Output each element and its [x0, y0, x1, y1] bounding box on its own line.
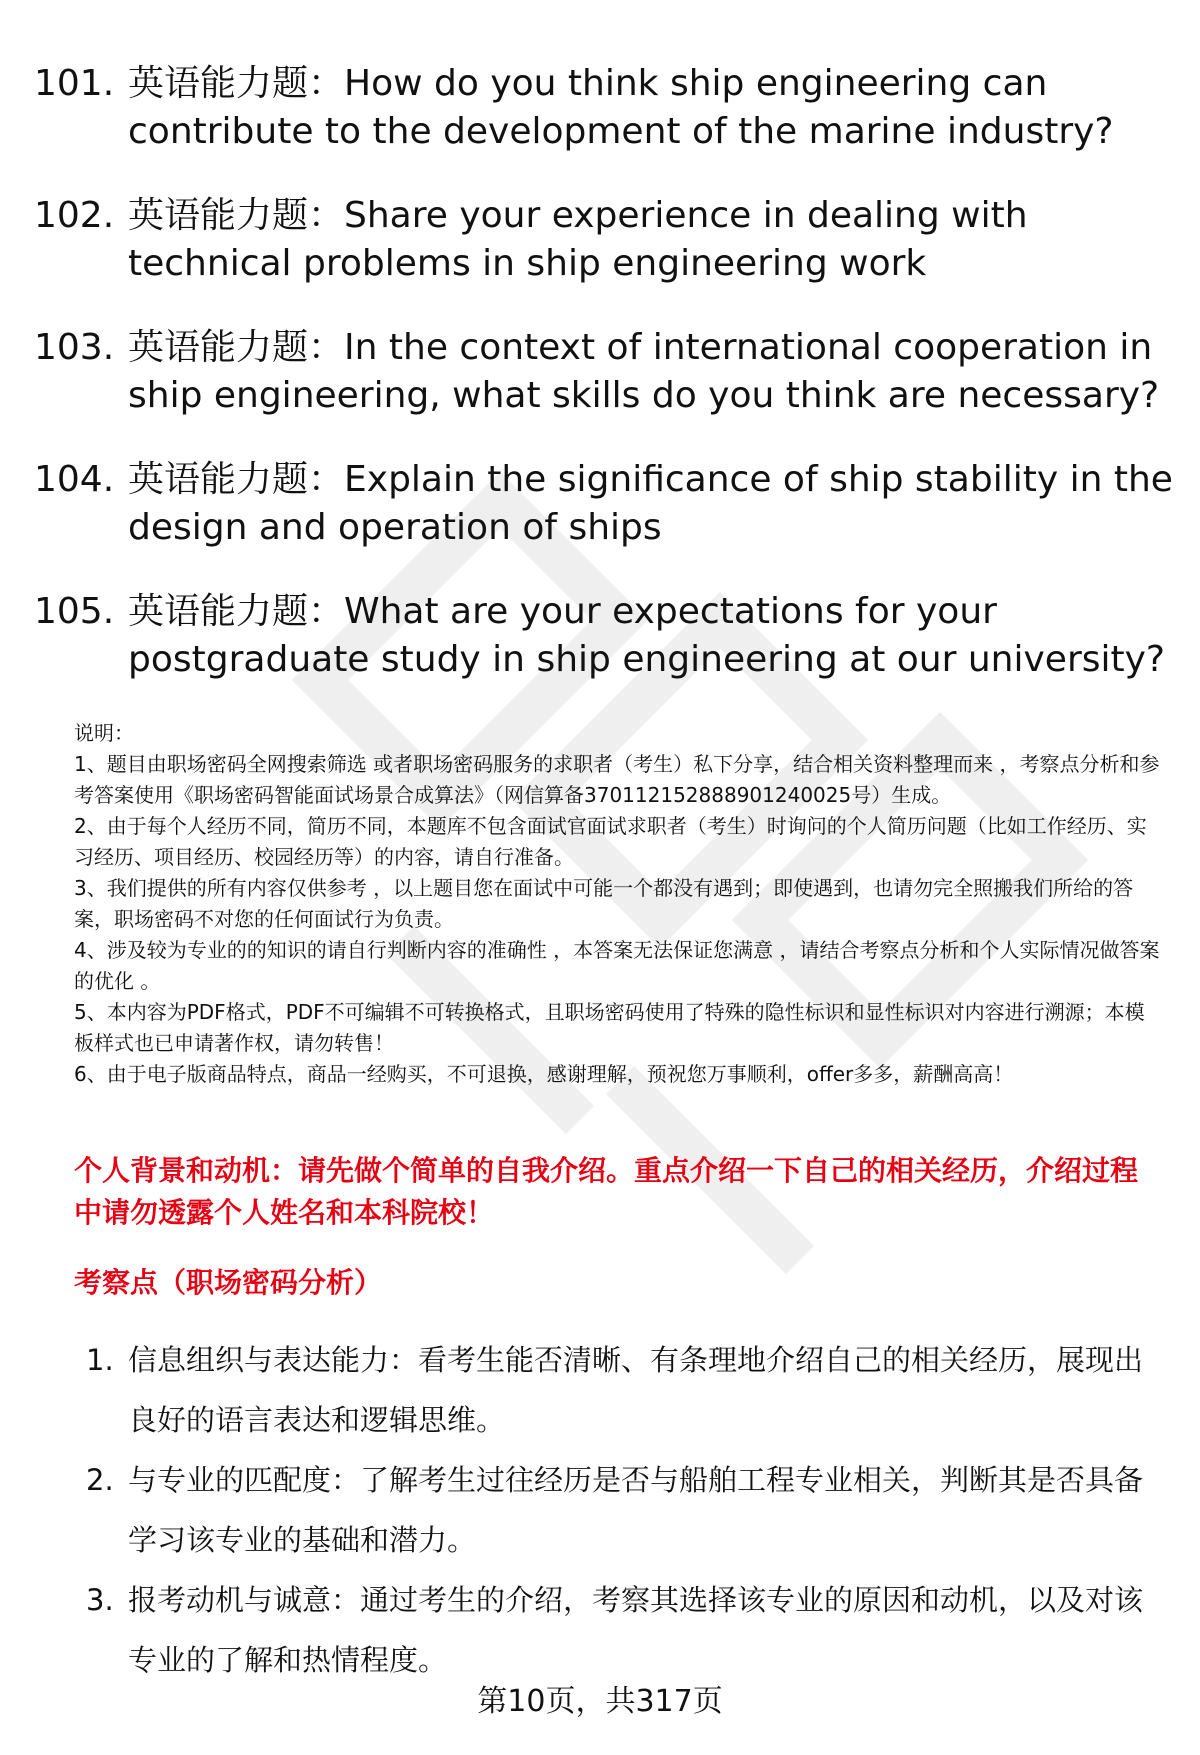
question-label: 英语能力题：	[128, 327, 345, 368]
question-item	[34, 588, 1174, 684]
question-number: 102.	[34, 195, 115, 236]
point-text: 信息组织与表达能力：看考生能否清晰、有条理地介绍自己的相关经历，展现出良好的语言表达和逻辑思维。	[128, 1343, 1144, 1437]
note-item: 3、我们提供的所有内容仅供参考 ，以上题目您在面试中可能一个都没有遇到；即使遇到，也请勿完全照搬我们所给的答案，职场密码不对您的任何面试行为负责。	[74, 876, 1134, 931]
question-item	[34, 456, 1174, 552]
question-label: 英语能力题：	[128, 63, 345, 104]
question-label: 英语能力题：	[128, 459, 345, 500]
question-number: 104.	[34, 459, 115, 500]
notes-heading: 说明：	[74, 721, 134, 745]
point-number: 1.	[86, 1343, 114, 1377]
question-item	[34, 324, 1174, 420]
question-label: 英语能力题：	[128, 591, 345, 632]
notes-section	[74, 718, 1164, 1090]
note-item: 5、本内容为PDF格式，PDF不可编辑不可转换格式，且职场密码使用了特殊的隐性标识和显性标识对内容进行溯源；本模板样式也已申请著作权，请勿转售！	[74, 1000, 1145, 1055]
section-title: 个人背景和动机：请先做个简单的自我介绍。重点介绍一下自己的相关经历，介绍过程中请勿透露个人姓名和本科院校！	[74, 1154, 1139, 1229]
point-number: 3.	[86, 1583, 114, 1617]
analysis-point	[80, 1450, 1160, 1570]
analysis-point	[80, 1570, 1160, 1690]
question-list	[34, 60, 1174, 720]
question-text: How do you think ship engineering can contribute to the development of the marine industry?	[128, 63, 1114, 152]
question-label: 英语能力题：	[128, 195, 345, 236]
note-item: 6、由于电子版商品特点，商品一经购买，不可退换，感谢理解，预祝您万事顺利，offer多多，薪酬高高！	[74, 1062, 1014, 1086]
point-text: 报考动机与诚意：通过考生的介绍，考察其选择该专业的原因和动机，以及对该专业的了解和热情程度。	[128, 1583, 1144, 1677]
analysis-point	[80, 1330, 1160, 1450]
question-text: Explain the significance of ship stability in the design and operation of ships	[128, 459, 1173, 548]
point-number: 2.	[86, 1463, 114, 1497]
question-text: In the context of international cooperation in ship engineering, what skills do you think are necessary?	[128, 327, 1160, 416]
note-item: 2、由于每个人经历不同，简历不同，本题库不包含面试官面试求职者（考生）时询问的个人简历问题（比如工作经历、实习经历、项目经历、校园经历等）的内容，请自行准备。	[74, 814, 1147, 869]
point-text: 与专业的匹配度：了解考生过往经历是否与船舶工程专业相关，判断其是否具备学习该专业的基础和潜力。	[128, 1463, 1144, 1557]
question-number: 101.	[34, 63, 115, 104]
note-item: 1、题目由职场密码全网搜索筛选 或者职场密码服务的求职者（考生）私下分享，结合相关资料整理而来 ，考察点分析和参考答案使用《职场密码智能面试场景合成算法》（网信算备370112152888901240025号）生成。	[74, 752, 1160, 807]
page-footer: 第10页，共317页	[477, 1684, 723, 1719]
section-subtitle: 考察点（职场密码分析）	[74, 1266, 383, 1299]
question-item	[34, 60, 1174, 156]
analysis-points	[80, 1330, 1160, 1690]
question-item	[34, 192, 1174, 288]
question-number: 103.	[34, 327, 115, 368]
note-item: 4、涉及较为专业的的知识的请自行判断内容的准确性 ，本答案无法保证您满意 ，请结合考察点分析和个人实际情况做答案的优化 。	[74, 938, 1160, 993]
question-number: 105.	[34, 591, 115, 632]
question-text: What are your expectations for your postgraduate study in ship engineering at our university?	[128, 591, 1166, 680]
question-text: Share your experience in dealing with technical problems in ship engineering work	[128, 195, 1028, 284]
